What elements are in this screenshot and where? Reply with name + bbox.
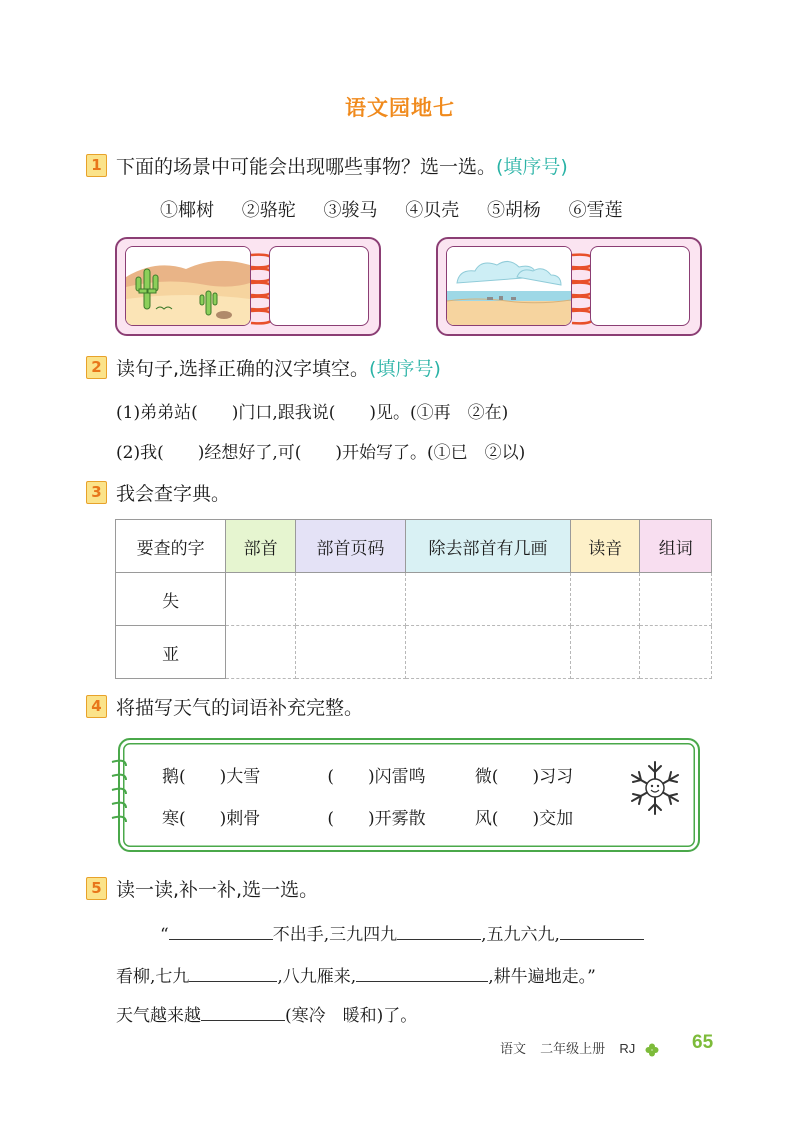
question-4-text: 将描写天气的词语补充完整。 [116,697,364,719]
weather-phrase: 寒( )刺骨 [162,809,261,829]
table-row [116,573,712,626]
option-5: ⑤胡杨 [486,200,541,221]
table-cell-input[interactable] [570,626,640,679]
fill-blank[interactable] [397,938,481,940]
beach-answer-page[interactable] [590,246,690,326]
page-footer [500,1038,659,1057]
rhyme-text: ,五九六九, [481,925,560,945]
weather-phrase: ( )开雾散 [327,809,426,829]
page-number: 65 [692,1032,714,1053]
rhyme-text: 天气越来越 [116,1006,201,1026]
table-cell-input[interactable] [226,573,296,626]
header-pronunciation: 读音 [570,520,640,573]
table-cell-input[interactable] [295,573,405,626]
rhyme-line-3 [116,1001,417,1026]
header-radical-page: 部首页码 [295,520,405,573]
question-1-options [160,196,645,222]
option-1: ①椰树 [160,200,214,221]
desert-illustration [125,246,251,326]
header-character: 要查的字 [116,520,226,573]
header-stroke-count: 除去部首有几画 [406,520,571,573]
page-title: 语文园地七 [345,96,455,120]
fill-blank[interactable] [356,980,488,982]
clover-icon [645,1043,659,1057]
rhyme-text: 看柳,七九 [116,967,190,987]
fill-blank[interactable] [560,938,644,940]
question-1-text: 下面的场景中可能会出现哪些事物？选一选。 [116,156,497,178]
table-cell-input[interactable] [640,573,712,626]
question-1-hint: (填序号) [496,156,568,178]
table-cell-input[interactable] [226,626,296,679]
fill-blank[interactable] [169,938,273,940]
option-3: ③骏马 [323,200,378,221]
table-cell-character: 失 [116,573,226,626]
rhyme-line-1 [160,920,644,945]
table-cell-input[interactable] [295,626,405,679]
snowflake-icon [625,758,685,818]
option-6: ⑥雪莲 [568,200,623,221]
question-1-prompt [116,152,568,179]
question-number-1: 1 [86,154,107,177]
rhyme-text: ,耕牛遍地走。” [488,967,596,987]
weather-row-2 [162,804,573,829]
option-2: ②骆驼 [241,200,296,221]
question-2-hint: (填序号) [369,358,441,380]
desert-scene-image [126,247,250,325]
beach-illustration [446,246,572,326]
question-2-text: 读句子,选择正确的汉字填空。 [116,358,370,380]
beach-scene-book [436,237,702,336]
weather-row-1 [162,762,573,787]
desert-answer-page[interactable] [269,246,369,326]
footer-subject: 语文 [500,1042,527,1057]
weather-phrase: 风( )交加 [474,809,574,829]
table-cell-input[interactable] [570,573,640,626]
choice-text: (寒冷 暖和)了。 [285,1006,418,1026]
question-number-4: 4 [86,695,107,718]
table-cell-input[interactable] [640,626,712,679]
header-radical: 部首 [226,520,296,573]
table-cell-character: 亚 [116,626,226,679]
option-4: ④贝壳 [405,200,460,221]
weather-phrase: 鹅( )大雪 [162,767,261,787]
question-number-3: 3 [86,481,107,504]
rhyme-line-2 [116,962,596,987]
header-word: 组词 [640,520,712,573]
weather-phrase: 微( )习习 [474,767,574,787]
open-quote: “ [160,925,169,945]
rhyme-text: 不出手,三九四九 [272,925,398,945]
question-number-5: 5 [86,877,107,900]
footer-edition: RJ [619,1041,636,1056]
table-cell-input[interactable] [406,573,571,626]
dictionary-table [115,519,712,679]
weather-words-box [118,738,700,852]
footer-grade: 二年级上册 [540,1042,606,1057]
question-2-prompt [116,354,441,381]
weather-phrase: ( )闪雷鸣 [327,767,426,787]
spiral-binding-icon [110,754,130,834]
question-number-2: 2 [86,356,107,379]
desert-scene-book [115,237,381,336]
fill-blank[interactable] [189,980,277,982]
question-2-sentence-1: (1)弟弟站( )门口,跟我说( )见。(①再 ②在) [116,403,509,423]
question-3-text: 我会查字典。 [116,483,231,505]
table-row [116,626,712,679]
table-cell-input[interactable] [406,626,571,679]
question-2-sentence-2: (2)我( )经想好了,可( )开始写了。(①已 ②以) [116,443,526,463]
fill-blank[interactable] [201,1019,285,1021]
question-5-text: 读一读,补一补,选一选。 [116,879,319,901]
rhyme-text: ,八九雁来, [277,967,357,987]
beach-scene-image [447,247,571,325]
